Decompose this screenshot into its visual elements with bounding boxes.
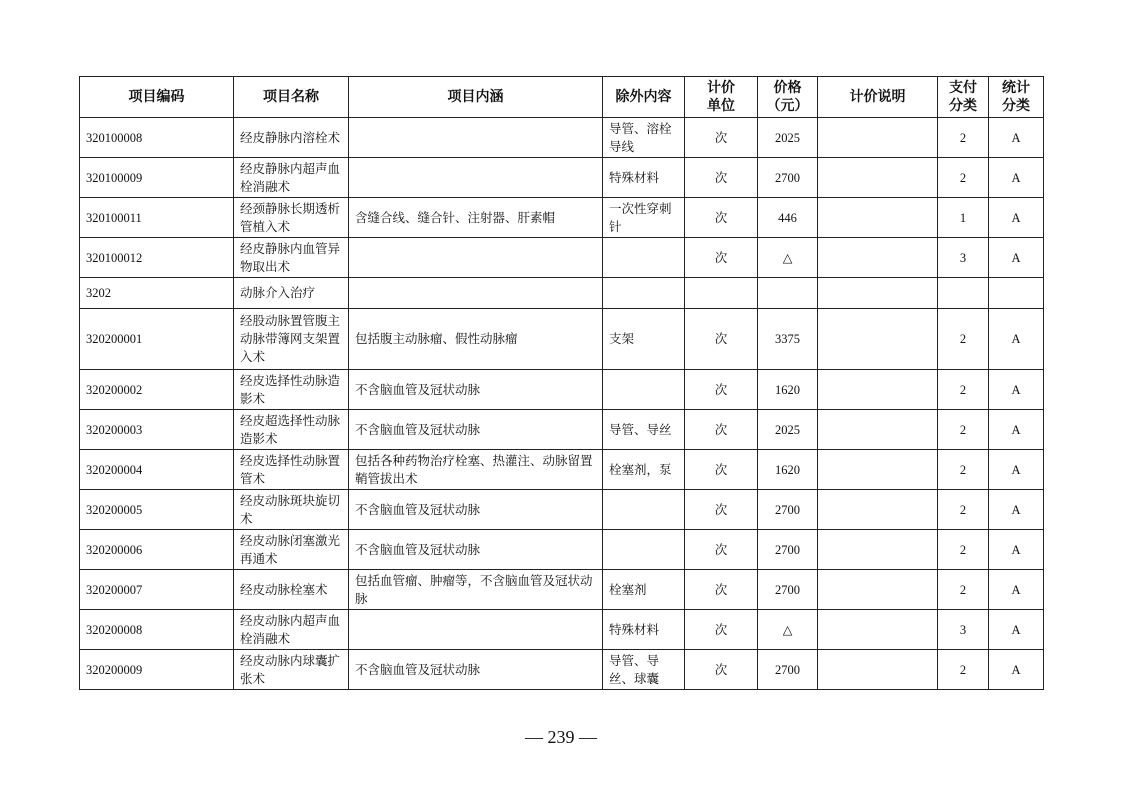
item-exclusions: 特殊材料 [603, 610, 685, 650]
item-exclusions [603, 278, 685, 309]
item-exclusions [603, 530, 685, 570]
item-exclusions: 栓塞剂 [603, 570, 685, 610]
item-name: 经皮静脉内超声血栓消融术 [234, 158, 349, 198]
item-note [818, 278, 938, 309]
item-payment-class: 2 [938, 650, 989, 690]
item-payment-class: 1 [938, 198, 989, 238]
item-code: 320200007 [80, 570, 234, 610]
header-statistics-class: 统计 分类 [989, 77, 1044, 118]
item-name: 经皮动脉闭塞激光再通术 [234, 530, 349, 570]
item-code: 320200006 [80, 530, 234, 570]
item-unit: 次 [685, 158, 758, 198]
header-note: 计价说明 [818, 77, 938, 118]
item-exclusions [603, 370, 685, 410]
item-code: 320200003 [80, 410, 234, 450]
table-row [80, 158, 1044, 198]
item-code: 320200004 [80, 450, 234, 490]
item-statistics-class: A [989, 530, 1044, 570]
page-number: — 239 — [525, 727, 597, 747]
item-note [818, 238, 938, 278]
item-payment-class [938, 278, 989, 309]
table-row [80, 198, 1044, 238]
item-statistics-class: A [989, 570, 1044, 610]
item-price: 1620 [758, 450, 818, 490]
item-price: 2700 [758, 490, 818, 530]
item-statistics-class: A [989, 309, 1044, 370]
item-content: 不含脑血管及冠状动脉 [349, 650, 603, 690]
item-exclusions: 栓塞剂，泵 [603, 450, 685, 490]
item-code: 320200008 [80, 610, 234, 650]
header-price: 价格 （元） [758, 77, 818, 118]
item-code: 320200009 [80, 650, 234, 690]
item-price: 446 [758, 198, 818, 238]
item-name: 经皮选择性动脉造影术 [234, 370, 349, 410]
item-payment-class: 2 [938, 450, 989, 490]
item-name: 经皮动脉内球囊扩张术 [234, 650, 349, 690]
item-exclusions [603, 490, 685, 530]
item-unit: 次 [685, 309, 758, 370]
item-note [818, 410, 938, 450]
item-payment-class: 2 [938, 158, 989, 198]
item-price: 2700 [758, 650, 818, 690]
item-price: 3375 [758, 309, 818, 370]
item-payment-class: 2 [938, 370, 989, 410]
item-payment-class: 2 [938, 410, 989, 450]
item-note [818, 450, 938, 490]
item-code: 320100012 [80, 238, 234, 278]
item-name: 经颈静脉长期透析管植入术 [234, 198, 349, 238]
item-note [818, 118, 938, 158]
header-content: 项目内涵 [349, 77, 603, 118]
item-content: 包括血管瘤、肿瘤等，不含脑血管及冠状动脉 [349, 570, 603, 610]
item-exclusions: 支架 [603, 309, 685, 370]
header-exclusions: 除外内容 [603, 77, 685, 118]
item-unit [685, 278, 758, 309]
table-row [80, 370, 1044, 410]
item-price: 2700 [758, 530, 818, 570]
item-name: 经皮选择性动脉置管术 [234, 450, 349, 490]
table-row [80, 309, 1044, 370]
item-price: 2700 [758, 158, 818, 198]
item-statistics-class: A [989, 370, 1044, 410]
item-note [818, 370, 938, 410]
item-unit: 次 [685, 610, 758, 650]
item-unit: 次 [685, 650, 758, 690]
item-code: 320100009 [80, 158, 234, 198]
item-statistics-class: A [989, 238, 1044, 278]
item-content [349, 278, 603, 309]
item-content [349, 610, 603, 650]
item-unit: 次 [685, 530, 758, 570]
price-table [79, 76, 1044, 690]
header-name: 项目名称 [234, 77, 349, 118]
item-code: 320100008 [80, 118, 234, 158]
header-payment-class: 支付 分类 [938, 77, 989, 118]
item-statistics-class: A [989, 118, 1044, 158]
item-unit: 次 [685, 450, 758, 490]
item-content [349, 238, 603, 278]
item-statistics-class: A [989, 650, 1044, 690]
item-price: △ [758, 610, 818, 650]
item-note [818, 158, 938, 198]
item-unit: 次 [685, 198, 758, 238]
table-row [80, 410, 1044, 450]
item-content: 包括腹主动脉瘤、假性动脉瘤 [349, 309, 603, 370]
item-statistics-class: A [989, 158, 1044, 198]
item-exclusions: 导管、导丝、球囊 [603, 650, 685, 690]
item-name: 经皮动脉内超声血栓消融术 [234, 610, 349, 650]
item-note [818, 198, 938, 238]
item-code: 3202 [80, 278, 234, 309]
item-unit: 次 [685, 370, 758, 410]
item-statistics-class: A [989, 450, 1044, 490]
table-row [80, 118, 1044, 158]
item-note [818, 490, 938, 530]
item-content [349, 118, 603, 158]
item-note [818, 309, 938, 370]
item-note [818, 610, 938, 650]
table-row [80, 490, 1044, 530]
item-payment-class: 2 [938, 309, 989, 370]
item-statistics-class: A [989, 610, 1044, 650]
item-note [818, 650, 938, 690]
item-statistics-class: A [989, 410, 1044, 450]
item-exclusions: 导管、导丝 [603, 410, 685, 450]
item-statistics-class [989, 278, 1044, 309]
table-row [80, 450, 1044, 490]
table-row [80, 238, 1044, 278]
item-name: 经皮静脉内溶栓术 [234, 118, 349, 158]
item-payment-class: 2 [938, 490, 989, 530]
item-name: 经皮动脉斑块旋切术 [234, 490, 349, 530]
table-row [80, 650, 1044, 690]
item-code: 320200005 [80, 490, 234, 530]
item-payment-class: 2 [938, 118, 989, 158]
table-row [80, 610, 1044, 650]
item-unit: 次 [685, 238, 758, 278]
item-unit: 次 [685, 410, 758, 450]
header-row [80, 77, 1044, 118]
item-content: 包括各种药物治疗栓塞、热灌注、动脉留置鞘管拔出术 [349, 450, 603, 490]
item-name: 经皮静脉内血管异物取出术 [234, 238, 349, 278]
item-payment-class: 3 [938, 238, 989, 278]
item-name: 经皮动脉栓塞术 [234, 570, 349, 610]
item-content [349, 158, 603, 198]
header-unit: 计价 单位 [685, 77, 758, 118]
item-price [758, 278, 818, 309]
item-content: 不含脑血管及冠状动脉 [349, 530, 603, 570]
item-price: 2025 [758, 118, 818, 158]
table-row [80, 570, 1044, 610]
item-name: 经皮超选择性动脉造影术 [234, 410, 349, 450]
item-price: 2700 [758, 570, 818, 610]
item-payment-class: 3 [938, 610, 989, 650]
item-exclusions: 一次性穿刺针 [603, 198, 685, 238]
item-price: 1620 [758, 370, 818, 410]
item-content: 不含脑血管及冠状动脉 [349, 370, 603, 410]
table-body [80, 118, 1044, 690]
item-code: 320200001 [80, 309, 234, 370]
item-payment-class: 2 [938, 570, 989, 610]
item-price: 2025 [758, 410, 818, 450]
item-unit: 次 [685, 490, 758, 530]
item-statistics-class: A [989, 198, 1044, 238]
item-unit: 次 [685, 118, 758, 158]
item-unit: 次 [685, 570, 758, 610]
item-price: △ [758, 238, 818, 278]
item-content: 不含脑血管及冠状动脉 [349, 490, 603, 530]
item-payment-class: 2 [938, 530, 989, 570]
item-code: 320100011 [80, 198, 234, 238]
item-note [818, 570, 938, 610]
item-statistics-class: A [989, 490, 1044, 530]
item-content: 不含脑血管及冠状动脉 [349, 410, 603, 450]
table-row [80, 278, 1044, 309]
item-exclusions: 导管、溶栓导线 [603, 118, 685, 158]
item-exclusions [603, 238, 685, 278]
table-header [80, 77, 1044, 118]
header-code: 项目编码 [80, 77, 234, 118]
item-content: 含缝合线、缝合针、注射器、肝素帽 [349, 198, 603, 238]
table-row [80, 530, 1044, 570]
item-note [818, 530, 938, 570]
item-name: 动脉介入治疗 [234, 278, 349, 309]
item-name: 经股动脉置管腹主动脉带簿网支架置入术 [234, 309, 349, 370]
item-code: 320200002 [80, 370, 234, 410]
item-exclusions: 特殊材料 [603, 158, 685, 198]
